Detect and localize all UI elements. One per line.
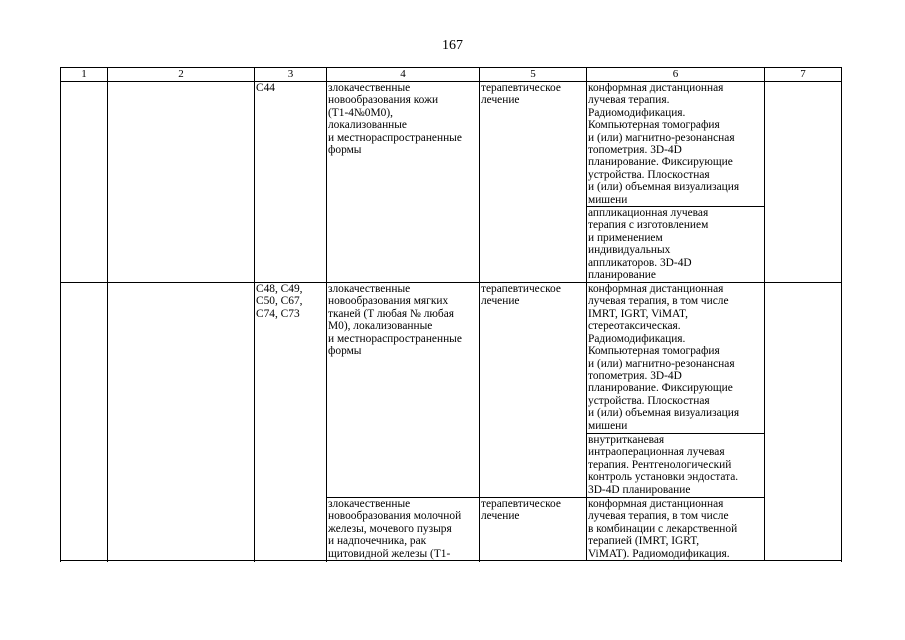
method-cell: конформная дистанционная лучевая терапия, в том числе IMRT, IGRT, ViMAT, стереотаксическая. Радиомодификация. Компьютерная томография и (или) магнитно-резонансная топометрия. 3D-4D планирование. Фиксирующие устройства. Плоскостная и (или) объемная визуализация мишени — [587, 283, 765, 434]
diagnosis-cell: злокачественные новообразования мягких тканей (T любая № любая M0), локализованные и местнораспространенные формы — [327, 283, 480, 498]
col2-cell — [108, 283, 255, 561]
method-cell: внутритканевая интраоперационная лучевая терапия. Рентгенологический контроль установки эндостата. 3D-4D планирование — [587, 434, 765, 498]
treatment-type-cell: терапевтическое лечение — [480, 498, 587, 561]
col2-cell — [108, 82, 255, 283]
col7-cell — [765, 283, 842, 561]
column-number: 3 — [255, 68, 327, 82]
icd-codes-cell: C44 — [255, 82, 327, 283]
col7-cell — [765, 82, 842, 283]
col1-cell — [61, 82, 108, 283]
medical-care-table — [60, 67, 842, 561]
column-number: 1 — [61, 68, 108, 82]
column-number: 7 — [765, 68, 842, 82]
column-number: 6 — [587, 68, 765, 82]
diagnosis-cell: злокачественные новообразования кожи (T1-4№0M0), локализованные и местнораспространенные формы — [327, 82, 480, 283]
column-number: 4 — [327, 68, 480, 82]
column-number: 2 — [108, 68, 255, 82]
diagnosis-cell: злокачественные новообразования молочной железы, мочевого пузыря и надпочечника, рак щитовидной железы (T1- — [327, 498, 480, 561]
table-row — [61, 82, 842, 207]
icd-codes-cell: C48, C49, C50, C67, C74, C73 — [255, 283, 327, 561]
treatment-type-cell: терапевтическое лечение — [480, 283, 587, 498]
table-row — [61, 283, 842, 434]
method-cell: конформная дистанционная лучевая терапия, в том числе в комбинации с лекарственной терапией (IMRT, IGRT, ViMAT). Радиомодификация. — [587, 498, 765, 561]
method-cell: аппликационная лучевая терапия с изготовлением и применением индивидуальных аппликаторов. 3D-4D планирование — [587, 207, 765, 283]
col1-cell — [61, 283, 108, 561]
treatment-type-cell: терапевтическое лечение — [480, 82, 587, 283]
page-number: 167 — [442, 38, 463, 53]
column-number-row — [61, 68, 842, 82]
column-number: 5 — [480, 68, 587, 82]
method-cell: конформная дистанционная лучевая терапия. Радиомодификация. Компьютерная томография и (или) магнитно-резонансная топометрия. 3D-4D планирование. Фиксирующие устройства. Плоскостная и (или) объемная визуализация мишени — [587, 82, 765, 207]
